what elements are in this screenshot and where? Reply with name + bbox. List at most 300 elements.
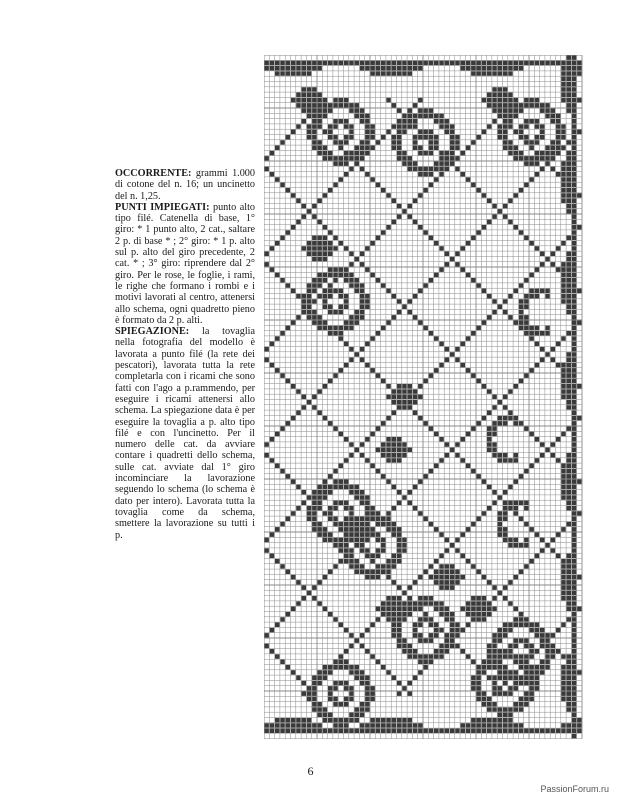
filled-cell xyxy=(386,718,391,723)
filled-cell xyxy=(556,130,561,135)
filled-cell xyxy=(572,358,577,363)
filled-cell xyxy=(423,570,428,575)
filled-cell xyxy=(487,707,492,712)
filled-cell xyxy=(450,638,455,643)
filled-cell xyxy=(572,347,577,352)
filled-cell xyxy=(503,532,508,537)
filled-cell xyxy=(360,564,365,569)
filled-cell xyxy=(439,437,444,442)
filled-cell xyxy=(471,71,476,76)
filled-cell xyxy=(339,294,344,299)
filled-cell xyxy=(561,124,566,129)
filled-cell xyxy=(498,522,503,527)
filled-cell xyxy=(461,628,466,633)
filled-cell xyxy=(355,676,360,681)
filled-cell xyxy=(540,628,545,633)
filled-cell xyxy=(402,156,407,161)
filled-cell xyxy=(355,638,360,643)
filled-cell xyxy=(275,146,280,151)
filled-cell xyxy=(567,352,572,357)
filled-cell xyxy=(429,575,434,580)
filled-cell xyxy=(302,103,307,108)
filled-cell xyxy=(434,654,439,659)
filled-cell xyxy=(429,660,434,665)
filled-cell xyxy=(514,108,519,113)
filled-cell xyxy=(492,665,497,670)
filled-cell xyxy=(286,61,291,65)
filled-cell xyxy=(498,495,503,500)
filled-cell xyxy=(365,729,370,734)
filled-cell xyxy=(360,538,365,543)
filled-cell xyxy=(397,389,402,394)
filled-cell xyxy=(561,172,566,177)
filled-cell xyxy=(312,676,317,681)
filled-cell xyxy=(487,723,492,728)
filled-cell xyxy=(275,623,280,628)
filled-cell xyxy=(471,331,476,336)
filled-cell xyxy=(508,628,513,633)
filled-cell xyxy=(392,389,397,394)
filled-cell xyxy=(577,130,582,135)
filled-cell xyxy=(302,71,307,76)
filled-cell xyxy=(524,140,529,145)
filled-cell xyxy=(556,628,561,633)
filled-cell xyxy=(503,713,508,718)
filled-cell xyxy=(397,135,402,140)
filled-cell xyxy=(376,564,381,569)
filled-cell xyxy=(349,453,354,458)
filled-cell xyxy=(339,241,344,246)
filled-cell xyxy=(381,543,386,548)
filled-cell xyxy=(386,448,391,453)
filled-cell xyxy=(577,670,582,675)
filled-cell xyxy=(392,580,397,585)
filled-cell xyxy=(349,315,354,320)
filled-cell xyxy=(572,151,577,156)
filled-cell xyxy=(344,729,349,734)
filled-cell xyxy=(572,193,577,198)
filled-cell xyxy=(508,119,513,124)
filled-cell xyxy=(317,61,322,65)
filled-cell xyxy=(392,400,397,405)
filled-cell xyxy=(317,320,322,325)
filled-cell xyxy=(529,177,534,182)
filled-cell xyxy=(471,564,476,569)
filled-cell xyxy=(344,559,349,564)
filled-cell xyxy=(514,193,519,198)
filled-cell xyxy=(376,373,381,378)
filled-cell xyxy=(567,596,572,601)
filled-cell xyxy=(397,729,402,734)
page-number: 6 xyxy=(307,764,314,778)
filled-cell xyxy=(317,522,322,527)
filled-cell xyxy=(445,453,450,458)
filled-cell xyxy=(476,570,481,575)
filled-cell xyxy=(503,517,508,522)
filled-cell xyxy=(535,156,540,161)
filled-cell xyxy=(450,151,455,156)
filled-cell xyxy=(307,108,312,113)
filled-cell xyxy=(349,326,354,331)
filled-cell xyxy=(312,124,317,129)
filled-cell xyxy=(567,395,572,400)
filled-cell xyxy=(466,612,471,617)
filled-cell xyxy=(535,437,540,442)
filled-cell xyxy=(349,273,354,278)
filled-cell xyxy=(561,570,566,575)
filled-cell xyxy=(514,575,519,580)
filled-cell xyxy=(503,135,508,140)
filled-cell xyxy=(376,278,381,283)
filled-cell xyxy=(413,395,418,400)
filled-cell xyxy=(402,400,407,405)
filled-cell xyxy=(423,665,428,670)
filled-cell xyxy=(498,416,503,421)
filled-cell xyxy=(529,681,534,686)
filled-cell xyxy=(392,199,397,204)
filled-cell xyxy=(508,458,513,463)
filled-cell xyxy=(487,448,492,453)
filled-cell xyxy=(508,601,513,606)
filled-cell xyxy=(445,442,450,447)
filled-cell xyxy=(402,448,407,453)
filled-cell xyxy=(529,527,534,532)
filled-cell xyxy=(381,665,386,670)
filled-cell xyxy=(317,495,322,500)
filled-cell xyxy=(413,167,418,172)
filled-cell xyxy=(312,501,317,506)
filled-cell xyxy=(275,464,280,469)
filled-cell xyxy=(498,103,503,108)
filled-cell xyxy=(307,103,312,108)
filled-cell xyxy=(567,485,572,490)
filled-cell xyxy=(572,379,577,384)
filled-cell xyxy=(365,511,370,516)
filled-cell xyxy=(355,352,360,357)
filled-cell xyxy=(519,103,524,108)
filled-cell xyxy=(275,336,280,341)
filled-cell xyxy=(561,61,566,65)
filled-cell xyxy=(339,702,344,707)
filled-cell xyxy=(561,368,566,373)
filled-cell xyxy=(264,61,269,65)
filled-cell xyxy=(572,432,577,437)
filled-cell xyxy=(323,718,328,723)
filled-cell xyxy=(423,172,428,177)
filled-cell xyxy=(344,326,349,331)
filled-cell xyxy=(524,702,529,707)
filled-cell xyxy=(529,103,534,108)
filled-cell xyxy=(577,289,582,294)
filled-cell xyxy=(397,405,402,410)
filled-cell xyxy=(397,140,402,145)
filled-cell xyxy=(503,299,508,304)
filled-cell xyxy=(524,98,529,103)
filled-cell xyxy=(355,278,360,283)
filled-cell xyxy=(556,124,561,129)
filled-cell xyxy=(328,665,333,670)
filled-cell xyxy=(471,140,476,145)
filled-cell xyxy=(413,601,418,606)
filled-cell xyxy=(524,161,529,166)
filled-cell xyxy=(529,161,534,166)
filled-cell xyxy=(402,649,407,654)
filled-cell xyxy=(572,199,577,204)
filled-cell xyxy=(567,209,572,214)
filled-cell xyxy=(514,66,519,71)
filled-cell xyxy=(519,188,524,193)
filled-cell xyxy=(561,729,566,734)
filled-cell xyxy=(317,66,322,71)
filled-cell xyxy=(370,336,375,341)
filled-cell xyxy=(434,135,439,140)
filled-cell xyxy=(280,729,285,734)
filled-cell xyxy=(540,108,545,113)
filled-cell xyxy=(503,676,508,681)
filled-cell xyxy=(524,119,529,124)
filled-cell xyxy=(418,61,423,65)
filled-cell xyxy=(471,686,476,691)
filled-cell xyxy=(466,66,471,71)
filled-cell xyxy=(503,490,508,495)
filled-cell xyxy=(317,501,322,506)
filled-cell xyxy=(365,61,370,65)
filled-cell xyxy=(471,469,476,474)
filled-cell xyxy=(339,665,344,670)
filled-cell xyxy=(413,161,418,166)
filled-cell xyxy=(264,167,269,172)
filled-cell xyxy=(476,607,481,612)
filled-cell xyxy=(397,501,402,506)
filled-cell xyxy=(275,241,280,246)
filled-cell xyxy=(577,71,582,76)
filled-cell xyxy=(524,135,529,140)
filled-cell xyxy=(450,633,455,638)
filled-cell xyxy=(535,623,540,628)
filled-cell xyxy=(572,522,577,527)
filled-cell xyxy=(408,585,413,590)
filled-cell xyxy=(333,124,338,129)
filled-cell xyxy=(572,405,577,410)
filled-cell xyxy=(349,691,354,696)
filled-cell xyxy=(567,389,572,394)
filled-cell xyxy=(355,320,360,325)
filled-cell xyxy=(572,98,577,103)
filled-cell xyxy=(450,124,455,129)
filled-cell xyxy=(402,538,407,543)
filled-cell xyxy=(408,405,413,410)
filled-cell xyxy=(487,654,492,659)
filled-cell xyxy=(370,527,375,532)
filled-cell xyxy=(567,299,572,304)
filled-cell xyxy=(508,707,513,712)
filled-cell xyxy=(381,230,386,235)
filled-cell xyxy=(556,146,561,151)
filled-cell xyxy=(349,532,354,537)
filled-cell xyxy=(439,363,444,368)
filled-cell xyxy=(339,119,344,124)
filled-cell xyxy=(365,517,370,522)
filled-cell xyxy=(529,649,534,654)
filled-cell xyxy=(514,681,519,686)
filled-cell xyxy=(450,257,455,262)
filled-cell xyxy=(270,363,275,368)
filled-cell xyxy=(508,151,513,156)
filled-cell xyxy=(291,384,296,389)
filled-cell xyxy=(567,617,572,622)
filled-cell xyxy=(418,193,423,198)
filled-cell xyxy=(323,236,328,241)
filled-cell xyxy=(524,617,529,622)
filled-cell xyxy=(423,283,428,288)
filled-cell xyxy=(418,320,423,325)
filled-cell xyxy=(386,479,391,484)
filled-cell xyxy=(524,124,529,129)
filled-cell xyxy=(572,119,577,124)
filled-cell xyxy=(291,61,296,65)
filled-cell xyxy=(540,548,545,553)
filled-cell xyxy=(360,644,365,649)
filled-cell xyxy=(312,299,317,304)
filled-cell xyxy=(561,161,566,166)
filled-cell xyxy=(365,151,370,156)
filled-cell xyxy=(286,718,291,723)
filled-cell xyxy=(317,676,322,681)
filled-cell xyxy=(355,103,360,108)
filled-cell xyxy=(492,702,497,707)
filled-cell xyxy=(503,585,508,590)
filled-cell xyxy=(577,66,582,71)
filled-cell xyxy=(577,384,582,389)
filled-cell xyxy=(323,707,328,712)
filled-cell xyxy=(408,612,413,617)
filled-cell xyxy=(392,71,397,76)
filled-cell xyxy=(492,686,497,691)
filled-cell xyxy=(498,691,503,696)
filled-cell xyxy=(275,718,280,723)
filled-cell xyxy=(445,570,450,575)
filled-cell xyxy=(535,686,540,691)
filled-cell xyxy=(434,580,439,585)
filled-cell xyxy=(572,183,577,188)
filled-cell xyxy=(529,644,534,649)
filled-cell xyxy=(344,522,349,527)
filled-cell xyxy=(545,161,550,166)
filled-cell xyxy=(519,654,524,659)
filled-cell xyxy=(429,729,434,734)
filled-cell xyxy=(376,71,381,76)
filled-cell xyxy=(397,617,402,622)
filled-cell xyxy=(508,670,513,675)
filled-cell xyxy=(503,453,508,458)
filled-cell xyxy=(572,490,577,495)
filled-cell xyxy=(524,522,529,527)
filled-cell xyxy=(561,432,566,437)
filled-cell xyxy=(312,495,317,500)
filled-cell xyxy=(572,87,577,92)
filled-cell xyxy=(333,485,338,490)
filled-cell xyxy=(461,723,466,728)
filled-cell xyxy=(567,71,572,76)
filled-cell xyxy=(355,707,360,712)
filled-cell xyxy=(386,575,391,580)
filled-cell xyxy=(355,283,360,288)
filled-cell xyxy=(572,437,577,442)
filled-cell xyxy=(545,61,550,65)
filled-cell xyxy=(567,252,572,257)
filled-cell xyxy=(567,278,572,283)
filled-cell xyxy=(397,723,402,728)
filled-cell xyxy=(487,103,492,108)
filled-cell xyxy=(376,61,381,65)
filled-cell xyxy=(307,289,312,294)
filled-cell xyxy=(567,66,572,71)
filled-cell xyxy=(551,729,556,734)
filled-cell xyxy=(413,607,418,612)
filled-cell xyxy=(291,479,296,484)
filled-cell xyxy=(386,61,391,65)
filled-cell xyxy=(344,697,349,702)
filled-cell xyxy=(418,130,423,135)
filled-cell xyxy=(535,289,540,294)
filled-cell xyxy=(392,485,397,490)
filled-cell xyxy=(577,723,582,728)
filled-cell xyxy=(508,220,513,225)
filled-cell xyxy=(349,511,354,516)
filled-cell xyxy=(307,66,312,71)
filled-cell xyxy=(492,649,497,654)
filled-cell xyxy=(561,490,566,495)
filled-cell xyxy=(572,702,577,707)
filled-cell xyxy=(540,670,545,675)
filled-cell xyxy=(302,729,307,734)
filled-cell xyxy=(386,564,391,569)
filled-cell xyxy=(355,61,360,65)
filled-cell xyxy=(508,315,513,320)
filled-cell xyxy=(572,426,577,431)
filled-cell xyxy=(514,729,519,734)
filled-cell xyxy=(339,326,344,331)
filled-cell xyxy=(514,384,519,389)
filled-cell xyxy=(397,130,402,135)
filled-cell xyxy=(556,172,561,177)
filled-cell xyxy=(572,278,577,283)
filled-cell xyxy=(529,336,534,341)
filled-cell xyxy=(514,707,519,712)
filled-cell xyxy=(275,432,280,437)
filled-cell xyxy=(498,124,503,129)
filled-cell xyxy=(519,326,524,331)
filled-cell xyxy=(307,315,312,320)
filled-cell xyxy=(503,405,508,410)
filled-cell xyxy=(280,71,285,76)
filled-cell xyxy=(360,283,365,288)
filled-cell xyxy=(503,140,508,145)
filled-cell xyxy=(381,718,386,723)
filled-cell xyxy=(567,691,572,696)
filled-cell xyxy=(360,729,365,734)
filled-cell xyxy=(482,479,487,484)
filled-cell xyxy=(524,665,529,670)
filled-cell xyxy=(365,140,370,145)
filled-cell xyxy=(545,352,550,357)
filled-cell xyxy=(455,252,460,257)
filled-cell xyxy=(355,448,360,453)
filled-cell xyxy=(349,283,354,288)
filled-cell xyxy=(291,289,296,294)
filled-cell xyxy=(386,612,391,617)
filled-cell xyxy=(567,559,572,564)
